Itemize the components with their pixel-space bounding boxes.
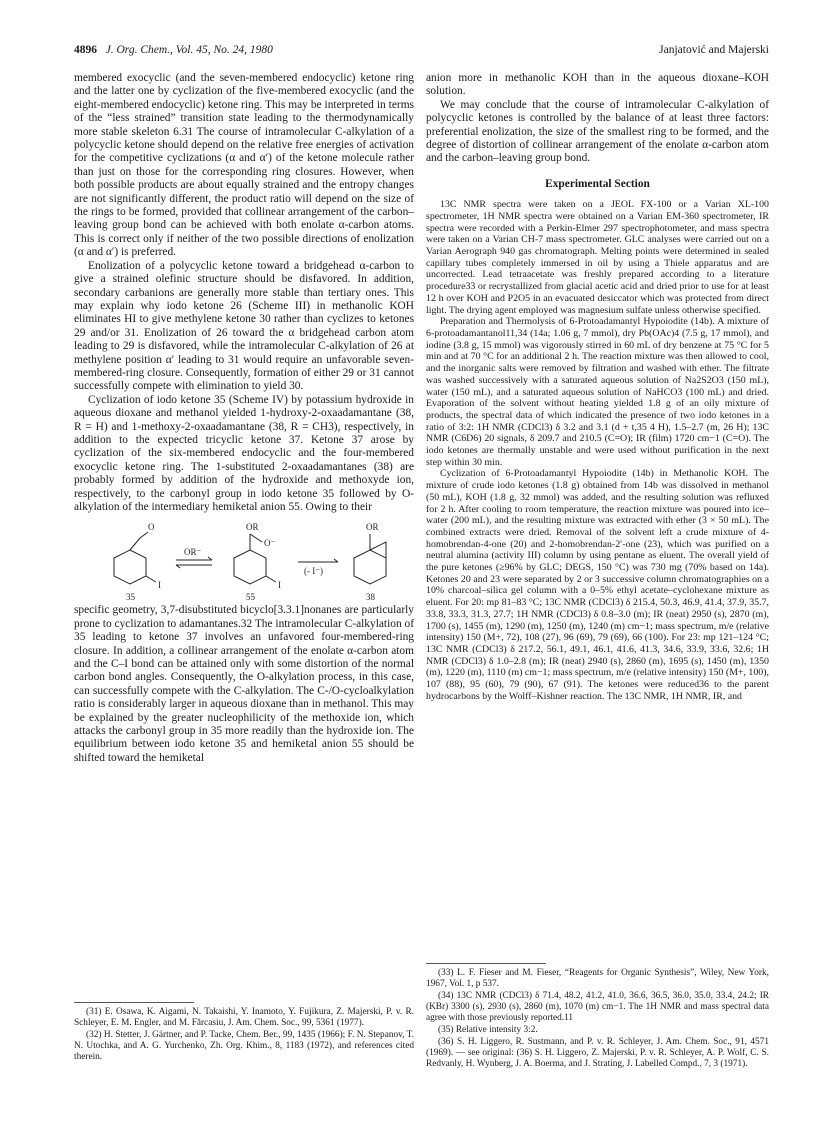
journal-citation: J. Org. Chem., Vol. 45, No. 24, 1980 bbox=[105, 44, 273, 56]
paragraph: specific geometry, 3,7-disubstituted bicyclo[3.3.1]nonanes are particularly prone to cyclization to adamantanes.32 The intramolecular C-alkylation of 35 leading to ketone 37 involves an unfavored four-membered-ring closure. In addition, a collinear arrangement of the enolate α-carbon atom and the C–I bond can be attained only with some distortion of the normal carbon bond angles. Consequently, the O-alkylation process, in this case, can successfully compete with the C-alkylation. The C-/O-cycloalkylation ratio is considerably larger in aqueous dioxane than in methanol. This may be explained by the greater nucleophilicity of the methoxide ion, which attacks the carbonyl group in 35 more readily than the hydroxide ion. The equilibrium between iodo ketone 35 and hemiketal anion 55 should be shifted toward the hemiketal bbox=[74, 604, 414, 764]
footnotes-left bbox=[74, 1002, 414, 1064]
scheme-minus-i: (- I⁻) bbox=[304, 566, 323, 577]
left-column bbox=[74, 72, 414, 765]
running-authors: Janjatović and Majerski bbox=[659, 44, 769, 56]
page-number: 4896 bbox=[74, 44, 97, 56]
scheme-or-minus: OR⁻ bbox=[184, 547, 202, 558]
paragraph: 13C NMR spectra were taken on a JEOL FX-100 or a Varian XL-100 spectrometer, 1H NMR spectra were obtained on a Varian EM-360 spectrometer, IR spectra were recorded with a Perkin-Elmer 297 spectrophotometer, and mass spectra were taken on a Varian CH-7 mass spectrometer. GLC analyses were carried out on a Varian Aerograph 940 gas chromatograph. Melting points were determined in sealed capillary tubes completely immersed in oil by using a Thiele apparatus and are uncorrected. Lead tetraacetate was freshly prepared according to a literature procedure33 or recrystallized from glacial acetic acid and dried prior to use for at least 12 h over KOH and P2O5 in an evacuated desiccator which was protected from direct light. The drying agent employed was magnesium sulfate unless otherwise specified. bbox=[426, 199, 769, 316]
bond-35 bbox=[130, 538, 140, 550]
compound-number: 35 bbox=[126, 592, 135, 603]
compound-number: 55 bbox=[246, 592, 255, 603]
ring-55 bbox=[234, 550, 266, 584]
paragraph: membered exocyclic (and the seven-membered endocyclic) ketone ring and the latter one by cyclization of the five-membered exocyclic (and the eight-membered endocyclic) ketone ring. This may be interpreted in terms of the “less strained” transition state leading to the thermodynamically more stable skeleton 6.31 The course of intramolecular C-alkylation of a polycyclic ketone should depend on the relative free energies of activation for the competitive cyclizations (α and α′) of the ketone molecule rather than just on those for the corresponding ring closures. However, when both possible products are about equally strained and the entropy changes are not significantly different, the product ratio will depend on the size of the rings to be formed, provided that collinear arrangement of the carbon–leaving group bond can be achieved with both enolate α-carbon atoms. This is correct only if neither of the two possible directions of enolization (α and α′) is preferred. bbox=[74, 72, 414, 259]
experimental-text bbox=[426, 199, 769, 702]
iodo-bond-55 bbox=[266, 576, 276, 582]
paragraph: anion more in methanolic KOH than in the aqueous dioxane–KOH solution. bbox=[426, 72, 769, 98]
footnote: (32) H. Stetter, J. Gärtner, and P. Tacke, Chem. Ber., 99, 1435 (1966); F. N. Stepanov, T. N. Utochka, and A. G. Yurchenko, Zh. Org. Khim., 8, 1183 (1972), and references cited therein. bbox=[74, 1030, 414, 1062]
scheme-o-label: O bbox=[148, 522, 155, 533]
carbonyl-bond-35 bbox=[140, 532, 148, 538]
paragraph: Enolization of a polycyclic ketone toward a bridgehead α-carbon to give a strained olefinic structure should be disfavored. In addition, secondary carbanions are generally more stable than tertiary ones. This may explain why iodo ketone 26 (Scheme III) in methanolic KOH eliminates HI to give methylene ketone 30 rather than cyclizes to ketones 29 and/or 31. Enolization of 26 toward the α bridgehead carbon atom leading to 29 is disfavored, while the intramolecular C-alkylation of 26 at methylene position α′ leading to 31 would require an unfavorable seven-membered-ring closure. Consequently, formation of either 29 or 31 cannot successfully compete with elimination to yield 30. bbox=[74, 259, 414, 393]
scheme-i-label-2: I bbox=[278, 580, 281, 591]
scheme-o-minus: O⁻ bbox=[264, 538, 276, 549]
footnote-rule bbox=[74, 1002, 194, 1003]
hemiketal-bonds-55 bbox=[250, 534, 262, 550]
paragraph: We may conclude that the course of intramolecular C-alkylation of polycyclic ketones is controlled by the balance of at least three factors: preferential enolization, the size of the smallest ring to be formed, and the degree of distortion of collinear arrangement of the enolate α-carbon atom and the carbon–leaving group bond. bbox=[426, 98, 769, 165]
footnote: (31) E. Osawa, K. Aigami, N. Takaishi, Y. Inamoto, Y. Fujikura, Z. Majerski, P. v. R. Schleyer, E. M. Engler, and M. Fărcasiu, J. Am. Chem. Soc., 99, 5361 (1977). bbox=[74, 1007, 414, 1028]
footnote: (33) L. F. Fieser and M. Fieser, “Reagents for Organic Synthesis”, Wiley, New York, 1967, Vol. 1, p 537. bbox=[426, 968, 769, 989]
reaction-scheme bbox=[74, 518, 414, 602]
compound-number: 38 bbox=[366, 592, 375, 603]
iodo-bond-35 bbox=[146, 576, 156, 582]
reverse-arrow bbox=[176, 565, 212, 568]
section-title: Experimental Section bbox=[545, 177, 650, 190]
footnote: (36) S. H. Liggero, R. Sustmann, and P. v. R. Schleyer, J. Am. Chem. Soc., 91, 4571 (1969). — see original: (36) S. H. Liggero, Z. Majerski, P. v. R. Schleyer, A. P. Wolf, C. S. Redvanly, H. Wynberg, J. A. Boerma, and J. Strating, J. Labelled Compd., 7, 3 (1971). bbox=[426, 1037, 769, 1069]
footnotes-right bbox=[426, 963, 769, 1071]
footnote: (34) 13C NMR (CDCl3) δ 71.4, 48.2, 41.2, 41.0, 36.6, 36.5, 36.0, 35.0, 33.4, 24.2; IR (KBr) 3300 (s), 2930 (s), 2860 (m), 1070 (m) cm−1. The 1H NMR and mass spectral data agree with those previously reported.11 bbox=[426, 991, 769, 1023]
forward-arrow bbox=[176, 557, 212, 560]
paragraph: Cyclization of 6-Protoadamantyl Hypoiodite (14b) in Methanolic KOH. The mixture of crude iodo ketones (1.8 g) obtained from 14b was dissolved in methanol (50 mL), KOH (1.8 g, 32 mmol) was added, and the resulting solution was refluxed for 2 h. After cooling to room temperature, the reaction mixture was poured into ice–water (200 mL), and the resulting mixture was extracted with ether (3 × 50 mL). The combined extracts were dried. Removal of the solvent left a crude mixture of 4-homobrendan-4-one (20) and 2-homobrendan-2′-one (23), which was purified on a neutral alumina (activity III) column by using pentane as eluent. The overall yield of the pure ketones (≥96% by GLC; DEGS, 150 °C) was 730 mg (70% based on 14a). Ketones 20 and 23 were separated by 2 or 3 successive column chromatographies on a 10% charcoal–silica gel column with a 0–5% ethyl acetate–cyclohexane mixture as eluent. For 20: mp 81–83 °C; 13C NMR (CDCl3) δ 215.4, 50.3, 46.9, 41.4, 37.9, 35.7, 33.8, 33.3, 31.3, 27.7; 1H NMR (CDCl3) δ 0.8–3.0 (m); IR (neat) 2950 (s), 2870 (m), 1700 (s), 1455 (m), 1290 (m), 1250 (m), 1240 (m) cm−1; mass spectrum, m/e (relative intensity) 150 (M+, 72), 108 (27), 96 (69), 79 (69), 66 (100). For 23: mp 121–124 °C; 13C NMR (CDCl3) δ 217.2, 56.1, 49.1, 46.1, 41.6, 41.3, 34.6, 33.9, 33.6, 32.6; 1H NMR (CDCl3) δ 1.0–2.8 (m); IR (neat) 2940 (s), 2860 (m), 1695 (s), 1450 (m), 1350 (m), 1220 (m), 1110 (m) cm−1; mass spectrum, m/e (relative intensity) 150 (M+, 100), 107 (88), 95 (60), 79 (90), 67 (91). The ketones were reduced36 to the parent hydrocarbons by the Wolff–Kishner reaction. The 13C NMR, 1H NMR, IR, and bbox=[426, 468, 769, 702]
paragraph: Cyclization of iodo ketone 35 (Scheme IV) by potassium hydroxide in aqueous dioxane and methanol yielded 1-hydroxy-2-oxaadamantane (38, R = H) and 1-methoxy-2-oxaadamantane (38, R = CH3), respectively, in addition to the expected tricyclic ketone 37. Ketone 37 arose by cyclization of the six-membered endocyclic and the four-membered exocyclic ketone ring. The 1-substituted 2-oxaadamantanes (38) are probably formed by addition of the hydroxide and methoxyde ion, respectively, to the carbonyl group in iodo ketone 35 followed by O-alkylation of the intermediary hemiketal anion 55. Owing to their bbox=[74, 393, 414, 513]
scheme-i-label-1: I bbox=[158, 580, 161, 591]
ring-35 bbox=[114, 550, 146, 584]
footnote: (35) Relative intensity 3:2. bbox=[438, 1025, 538, 1035]
footnote-rule bbox=[426, 963, 546, 964]
paragraph: Preparation and Thermolysis of 6-Protoadamantyl Hypoiodite (14b). A mixture of 6-protoadamantanol11,34 (14a; 1.06 g, 7 mmol), dry Pb(OAc)4 (7.5 g, 17 mmol), and iodine (3.8 g, 15 mmol) was vigorously stirred in 60 mL of dry benzene at 75 °C for 5 min and at 70 °C for an additional 2 h. The reaction mixture was then allowed to cool, and the inorganic salts were removed by filtration and washed with ether. The filtrate was washed successively with a saturated aqueous solution of Na2S2O3 (150 mL), water (150 mL), and a saturated aqueous solution of NaHCO3 (100 mL) and dried. Evaporation of the solvent without heating yielded 1.8 g of an oily mixture of products, the spectral data of which indicated the presence of two iodo ketones in a ratio of 3:2: 1H NMR (CDCl3) δ 3.2 and 3.1 (d + t,35 4 H), 1.5–2.7 (m, 26 H); 13C NMR (C6D6) 20 signals, δ 209.7 and 210.5 (C=O); IR (film) 1720 cm−1 (C=O). The iodo ketones are thermally unstable and were used without purification in the next step within 30 min. bbox=[426, 316, 769, 468]
scheme-or-label-2: OR bbox=[366, 522, 379, 533]
ring-38 bbox=[354, 550, 386, 584]
scheme-or-label-1: OR bbox=[246, 522, 259, 533]
cyclization-arrow bbox=[298, 559, 338, 562]
page-header bbox=[74, 44, 769, 60]
right-column bbox=[426, 72, 769, 702]
